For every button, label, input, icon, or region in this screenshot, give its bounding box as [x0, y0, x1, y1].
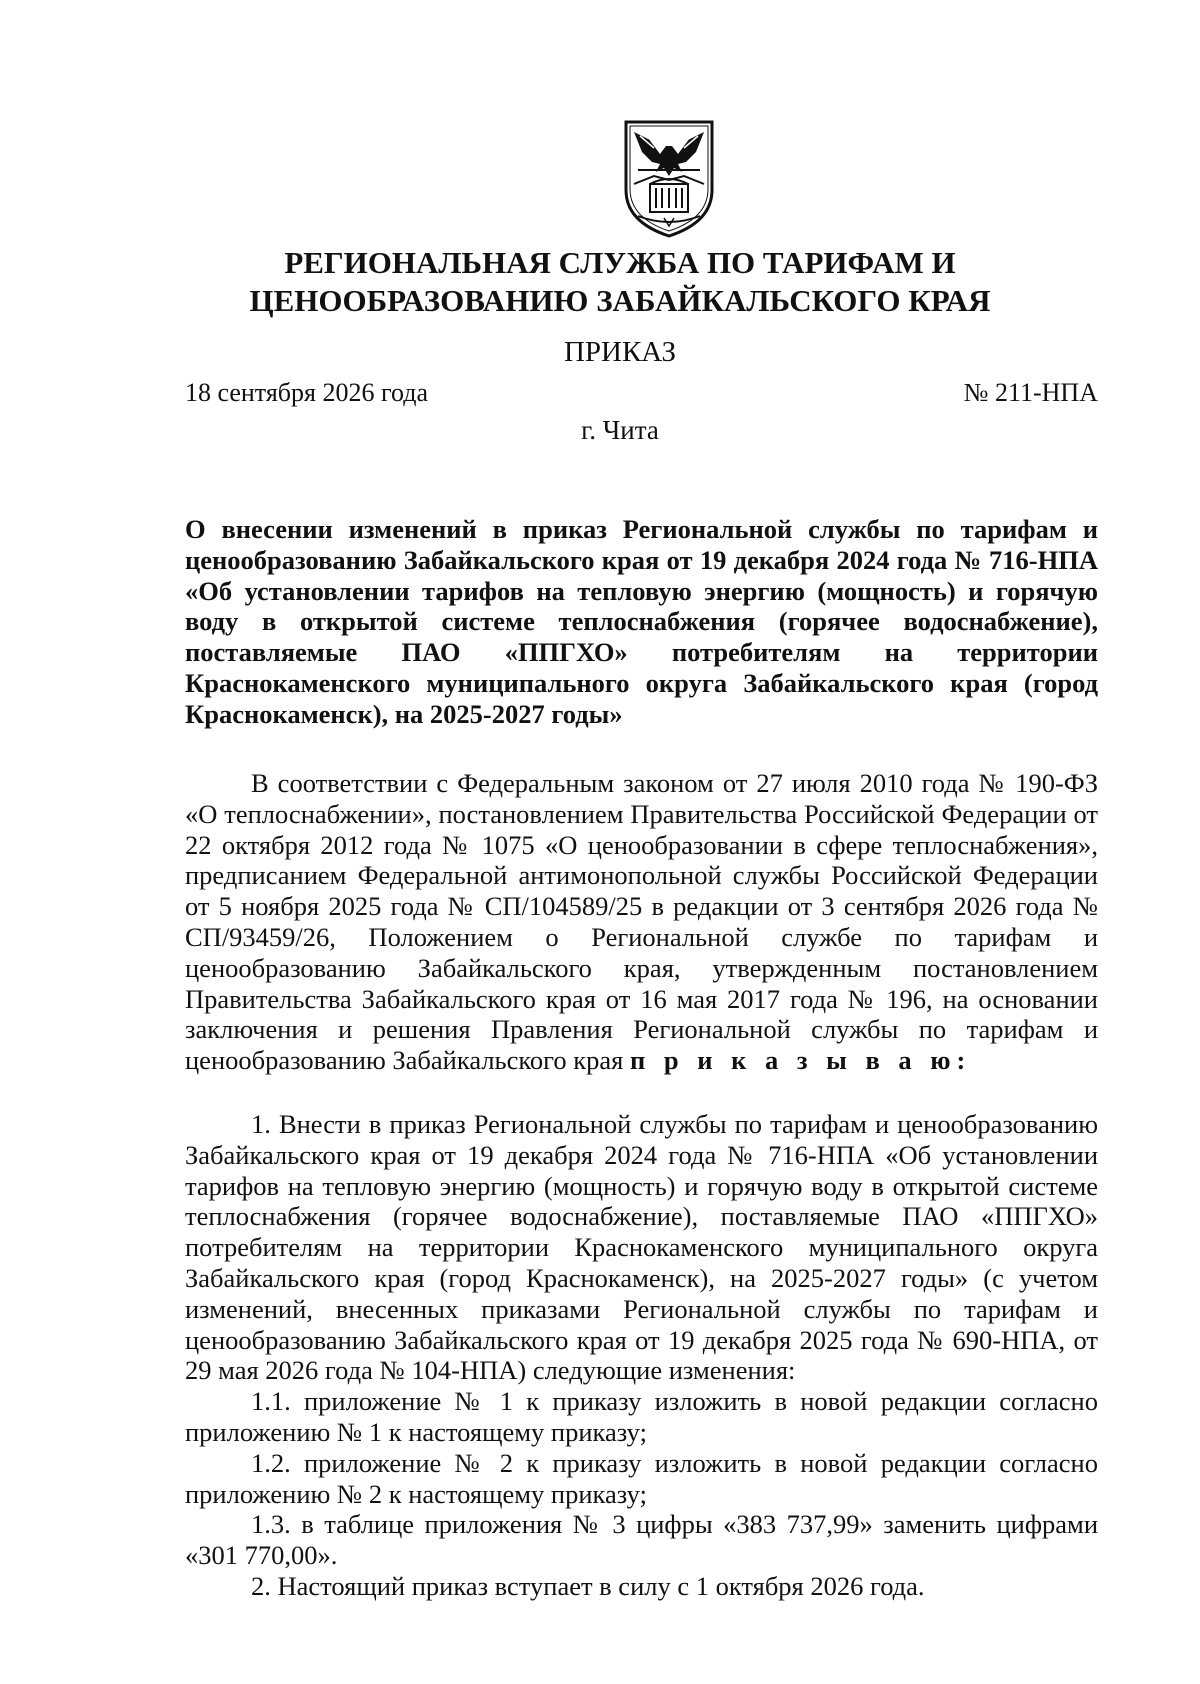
organization-title	[180, 244, 1060, 320]
order-word: п р и к а з ы в а ю:	[629, 1045, 972, 1076]
item-1-1: 1.1. приложение № 1 к приказу изложить в новой редакции согласно приложению № 1 к настоящему приказу;	[185, 1386, 1098, 1447]
item-2: 2. Настоящий приказ вступает в силу с 1 октября 2026 года.	[251, 1570, 925, 1601]
item-1: 1. Внести в приказ Региональной службы по тарифам и ценообразованию Забайкальского края от 19 декабря 2024 года № 716-НПА «Об установлении тарифов на тепловую энергию (мощность) и горячую воду в открытой системе теплоснабжения (горячее водоснабжение), поставляемые ПАО «ППГХО» потребителям на территории Краснокаменского муниципального округа Забайкальского края (город Краснокаменск), на 2025-2027 годы» (с учетом изменений, внесенных приказами Региональной службы по тарифам и ценообразованию Забайкальского края от 19 декабря 2025 года № 690-НПА, от 29 мая 2026 года № 104-НПА) следующие изменения:	[185, 1108, 1098, 1386]
preamble-paragraph	[185, 768, 1098, 1076]
organization-title-line-2: ЦЕНООБРАЗОВАНИЮ ЗАБАЙКАЛЬСКОГО КРАЯ	[249, 283, 991, 318]
document-subject: О внесении изменений в приказ Региональной службы по тарифам и ценообразованию Забайкальского края от 19 декабря 2024 года № 716-НПА «Об установлении тарифов на тепловую энергию (мощность) и горячую воду в открытой системе теплоснабжения (горячее водоснабжение), поставляемые ПАО «ППГХО» потребителям на территории Краснокаменского муниципального округа Забайкальского края (город Краснокаменск), на 2025-2027 годы»	[185, 514, 1098, 729]
document-number: № 211-НПА	[963, 378, 1098, 407]
document-type: ПРИКАЗ	[563, 336, 677, 368]
document-city: г. Чита	[581, 415, 659, 445]
preamble-text: В соответствии с Федеральным законом от 27 июля 2010 года № 190-ФЗ «О теплоснабжении», постановлением Правительства Российской Федерации от 22 октября 2012 года № 1075 «О ценообразовании в сфере теплоснабжения», предписанием Федеральной антимонопольной службы Российской Федерации от 5 ноября 2025 года № СП/104589/25 в редакции от 3 сентября 2026 года № СП/93459/26, Положением о Региональной службе по тарифам и ценообразованию Забайкальского края, утвержденным постановлением Правительства Забайкальского края от 16 мая 2017 года № 196, на основании заключения и решения Правления Региональной службы по тарифам и ценообразованию Забайкальского края	[185, 768, 1098, 1076]
coat-of-arms-icon	[620, 118, 718, 240]
item-1-3: 1.3. в таблице приложения № 3 цифры «383 737,99» заменить цифрами «301 770,00».	[185, 1509, 1098, 1571]
organization-title-line-1: РЕГИОНАЛЬНАЯ СЛУЖБА ПО ТАРИФАМ И	[284, 245, 956, 280]
document-body	[185, 768, 1098, 1602]
paragraph-gap	[185, 1076, 1098, 1109]
document-date: 18 сентября 2026 года	[185, 378, 429, 407]
item-1-2: 1.2. приложение № 2 к приказу изложить в новой редакции согласно приложению № 2 к настоящему приказу;	[185, 1447, 1098, 1509]
